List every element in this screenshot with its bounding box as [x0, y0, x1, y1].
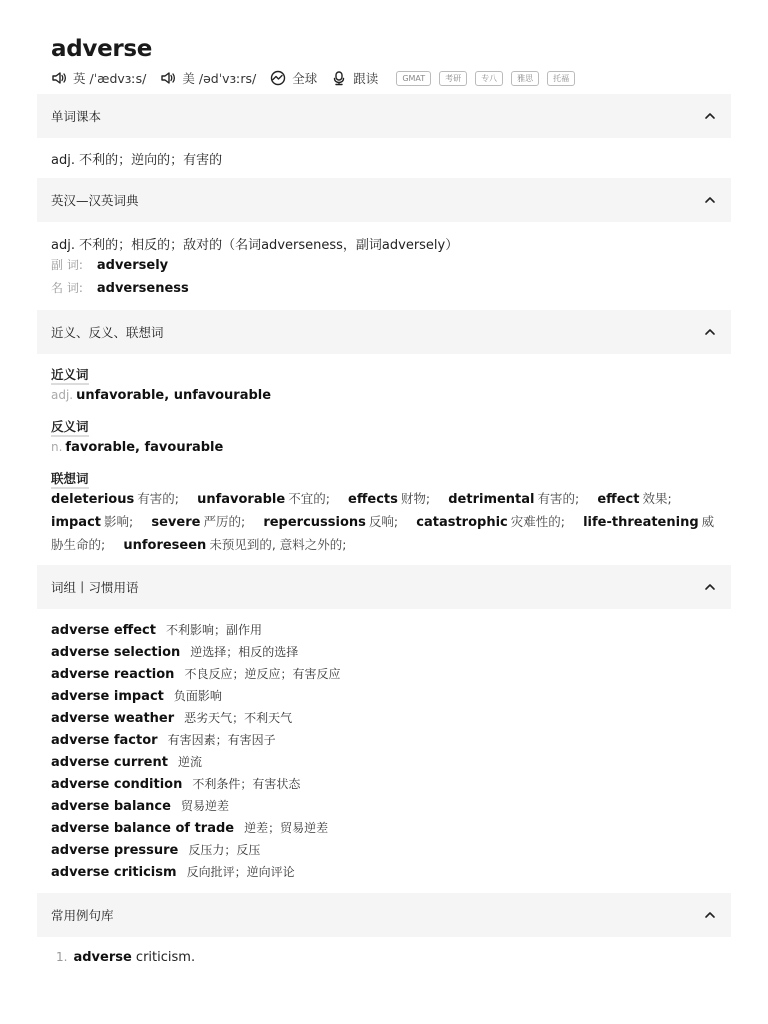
- antonym-words[interactable]: favorable, favourable: [65, 440, 224, 455]
- association-item[interactable]: [348, 492, 430, 507]
- phrase-zh: 恶劣天气；不利天气: [184, 711, 293, 725]
- synonym-words[interactable]: unfavorable, unfavourable: [76, 388, 272, 403]
- example-sentence[interactable]: [56, 950, 195, 965]
- phrase-item[interactable]: [51, 775, 300, 792]
- association-zh: 反响;: [368, 514, 399, 529]
- association-list: [51, 488, 721, 557]
- phrase-item[interactable]: [51, 819, 328, 836]
- section-header-synonyms[interactable]: [37, 310, 731, 354]
- phrase-en: adverse condition: [51, 777, 183, 792]
- microphone-icon: [331, 70, 347, 86]
- association-en: severe: [151, 515, 201, 530]
- antonym-row: [51, 440, 223, 455]
- chevron-up-icon[interactable]: [703, 325, 717, 339]
- exam-tag: 托福: [547, 71, 575, 86]
- association-zh: 财物;: [400, 491, 431, 506]
- association-zh: 灾难性的;: [510, 514, 565, 529]
- phrase-zh: 反向批评；逆向评论: [186, 865, 295, 879]
- antonym-heading-row: [51, 417, 89, 437]
- exam-tag: 专八: [475, 71, 503, 86]
- phrase-item[interactable]: [51, 841, 260, 858]
- follow-read-button[interactable]: [331, 69, 378, 87]
- pronunciation-us[interactable]: [160, 69, 256, 87]
- noun-label: 名 词:: [51, 281, 83, 295]
- phrase-item[interactable]: [51, 731, 276, 748]
- section-title: 近义、反义、联想词: [51, 325, 164, 340]
- association-zh: 威胁生命的;: [51, 514, 715, 552]
- association-en: effects: [348, 492, 398, 507]
- phrase-zh: 负面影响: [173, 689, 222, 703]
- phrase-zh: 反压力；反压: [188, 843, 261, 857]
- chevron-up-icon[interactable]: [703, 908, 717, 922]
- adverb-label: 副 词:: [51, 258, 83, 272]
- association-en: unfavorable: [197, 492, 286, 507]
- section-title: 词组丨习惯用语: [51, 580, 139, 595]
- phrase-zh: 逆差；贸易逆差: [244, 821, 329, 835]
- association-item[interactable]: [597, 492, 671, 507]
- pronunciation-row: [51, 68, 583, 88]
- phrase-zh: 不良反应；逆反应；有害反应: [184, 667, 341, 681]
- association-en: unforeseen: [123, 538, 207, 553]
- phrase-zh: 贸易逆差: [180, 799, 229, 813]
- exam-tag: 考研: [439, 71, 467, 86]
- example-keyword: adverse: [73, 950, 132, 965]
- chevron-up-icon[interactable]: [703, 580, 717, 594]
- pronunciation-ipa: /ədˈvɜːrs/: [198, 70, 257, 86]
- example-rest: criticism.: [131, 950, 196, 965]
- association-zh: 未预见到的, 意料之外的;: [209, 537, 347, 552]
- phrase-en: adverse criticism: [51, 865, 177, 880]
- association-zh: 影响;: [104, 514, 134, 529]
- association-heading-row: [51, 469, 89, 489]
- section-title: 英汉—汉英词典: [51, 193, 139, 208]
- global-button[interactable]: [270, 69, 317, 87]
- phrase-en: adverse selection: [51, 645, 181, 660]
- association-zh: 有害的;: [537, 491, 580, 506]
- association-en: effect: [597, 492, 640, 507]
- association-item[interactable]: [197, 492, 330, 507]
- section-header-textbook[interactable]: [37, 94, 731, 138]
- textbook-definition: adj. 不利的；逆向的；有害的: [51, 153, 223, 168]
- phrase-en: adverse current: [51, 755, 168, 770]
- association-item[interactable]: [151, 515, 245, 530]
- antonym-heading: 反义词: [51, 417, 89, 437]
- section-header-dictionary[interactable]: [37, 178, 731, 222]
- phrase-en: adverse effect: [51, 623, 156, 638]
- phrase-item[interactable]: [51, 797, 229, 814]
- phrase-item[interactable]: [51, 665, 340, 682]
- phrase-en: adverse impact: [51, 689, 164, 704]
- chevron-up-icon[interactable]: [703, 193, 717, 207]
- global-label: 全球: [292, 71, 318, 86]
- phrase-item[interactable]: [51, 643, 298, 660]
- pronunciation-region: 英: [73, 71, 86, 86]
- chevron-up-icon[interactable]: [703, 109, 717, 123]
- synonym-heading-row: [51, 365, 89, 385]
- phrase-en: adverse weather: [51, 711, 175, 726]
- association-zh: 效果;: [642, 491, 672, 506]
- synonym-heading: 近义词: [51, 365, 89, 385]
- phrase-item[interactable]: [51, 621, 262, 638]
- speaker-icon[interactable]: [160, 70, 176, 86]
- synonym-pos: adj.: [51, 388, 74, 402]
- exam-tags: [396, 71, 583, 86]
- pronunciation-ipa: /ˈædvɜːs/: [89, 70, 147, 86]
- association-en: detrimental: [448, 492, 535, 507]
- phrase-en: adverse pressure: [51, 843, 179, 858]
- association-item[interactable]: [448, 492, 579, 507]
- phrase-zh: 不利影响；副作用: [165, 623, 262, 637]
- association-zh: 有害的;: [137, 491, 179, 506]
- phrase-zh: 逆流: [177, 755, 202, 769]
- phrase-en: adverse balance: [51, 799, 171, 814]
- follow-read-label: 跟读: [353, 71, 379, 86]
- association-heading: 联想词: [51, 469, 89, 489]
- association-zh: 不宜的;: [288, 491, 330, 506]
- phrase-item[interactable]: [51, 863, 295, 880]
- speaker-icon[interactable]: [51, 70, 67, 86]
- association-item[interactable]: [416, 515, 565, 530]
- section-title: 常用例句库: [51, 908, 114, 923]
- phrase-zh: 有害因素；有害因子: [167, 733, 276, 747]
- global-icon: [270, 70, 286, 86]
- noun-word[interactable]: adverseness: [96, 281, 189, 296]
- association-en: repercussions: [263, 515, 366, 530]
- phrase-en: adverse balance of trade: [51, 821, 235, 836]
- association-en: deleterious: [51, 492, 135, 507]
- phrase-item[interactable]: [51, 753, 202, 770]
- section-header-phrases[interactable]: [37, 565, 731, 609]
- phrase-en: adverse reaction: [51, 667, 175, 682]
- antonym-pos: n.: [51, 440, 63, 454]
- association-en: impact: [51, 515, 102, 530]
- phrase-zh: 逆选择；相反的选择: [190, 645, 299, 659]
- dictionary-definition: adj. 不利的；相反的；敌对的（名词adverseness，副词adversely）: [51, 238, 459, 253]
- section-title: 单词课本: [51, 109, 102, 124]
- synonym-row: [51, 388, 271, 403]
- association-en: catastrophic: [416, 515, 508, 530]
- example-number: 1.: [56, 950, 68, 964]
- pronunciation-uk[interactable]: [51, 69, 146, 87]
- exam-tag: GMAT: [396, 71, 431, 86]
- association-item[interactable]: [51, 492, 179, 507]
- phrase-item[interactable]: [51, 687, 222, 704]
- adverb-word[interactable]: adversely: [96, 258, 169, 273]
- phrase-en: adverse factor: [51, 733, 158, 748]
- word-title: adverse: [51, 36, 153, 62]
- association-item[interactable]: [123, 538, 346, 553]
- noun-row: [51, 279, 189, 296]
- exam-tag: 雅思: [511, 71, 539, 86]
- association-en: life-threatening: [583, 515, 699, 530]
- association-zh: 严厉的;: [203, 514, 246, 529]
- section-header-examples[interactable]: [37, 893, 731, 937]
- association-item[interactable]: [263, 515, 398, 530]
- adverb-row: [51, 256, 168, 273]
- phrase-item[interactable]: [51, 709, 292, 726]
- pronunciation-region: 美: [182, 71, 195, 86]
- phrase-zh: 不利条件；有害状态: [192, 777, 301, 791]
- association-item[interactable]: [51, 515, 133, 530]
